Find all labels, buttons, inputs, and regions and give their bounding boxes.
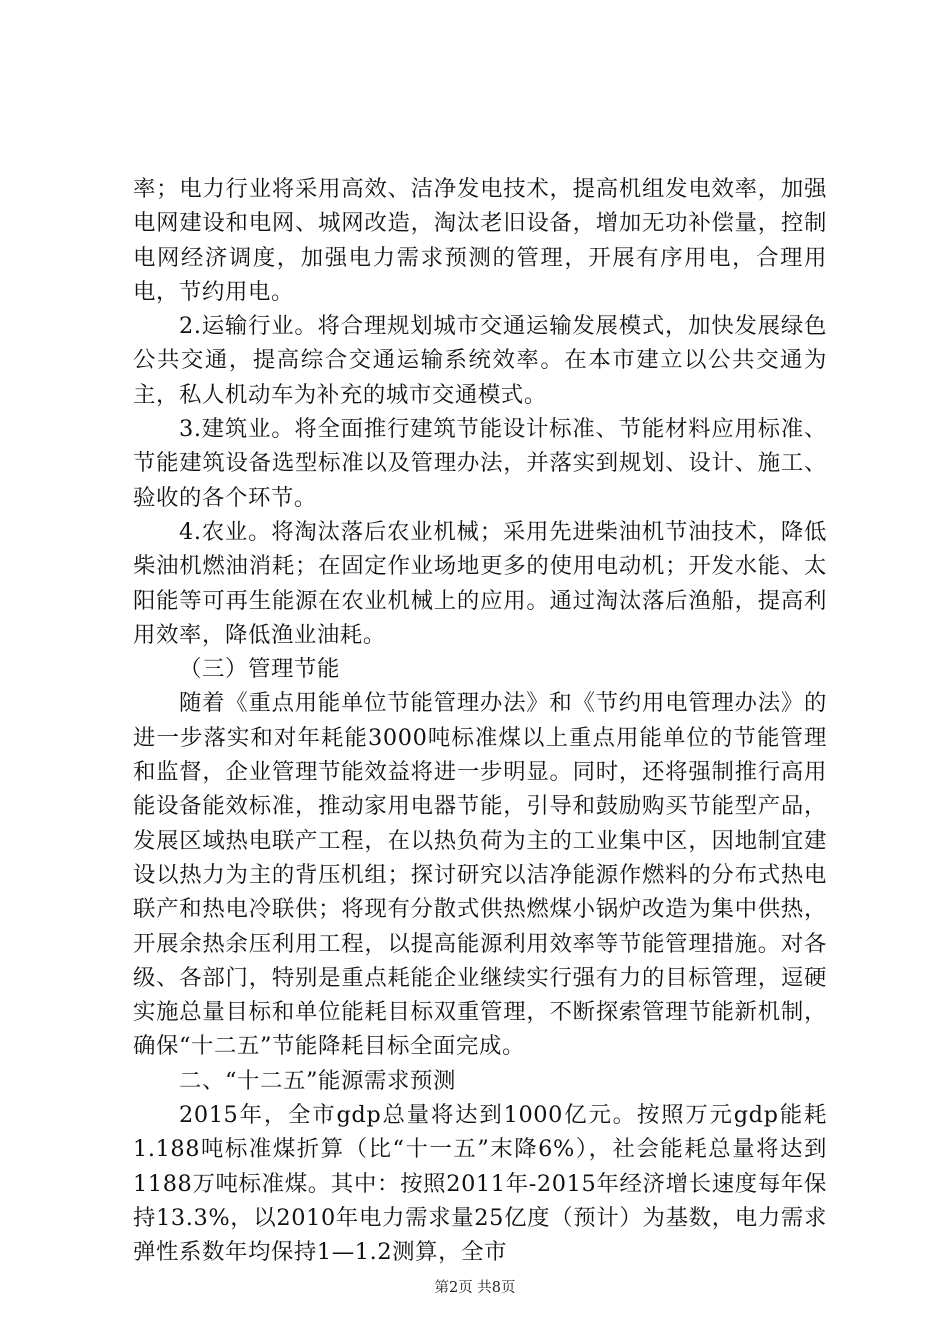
paragraph-agriculture: 4.农业。将淘汰落后农业机械；采用先进柴油机节油技术，降低柴油机燃油消耗；在固定作业场地更多的使用电动机；开发水能、太阳能等可再生能源在农业机械上的应用。通过淘汰落后渔船，提高利用效率，降低渔业油耗。 [133, 518, 827, 648]
document-body [133, 172, 827, 1270]
paragraph-transport: 2.运输行业。将合理规划城市交通运输发展模式，加快发展绿色公共交通，提高综合交通运输系统效率。在本市建立以公共交通为主，私人机动车为补充的城市交通模式。 [133, 313, 827, 408]
section-heading-management: （三）管理节能 [179, 656, 340, 683]
paragraph-construction: 3.建筑业。将全面推行建筑节能设计标准、节能材料应用标准、节能建筑设备选型标准以及管理办法，并落实到规划、设计、施工、验收的各个环节。 [133, 416, 827, 511]
page-footer: 第2页 共8页 [434, 1280, 516, 1296]
section-heading-demand-forecast: 二、“十二五”能源需求预测 [179, 1067, 456, 1094]
paragraph-demand-forecast: 2015年，全市gdp总量将达到1000亿元。按照万元gdp能耗1.188吨标准煤折算（比“十一五”末降6%），社会能耗总量将达到1188万吨标准煤。其中：按照2011年-2015年经济增长速度每年保持13.3%，以2010年电力需求量25亿度（预计）为基数，电力需求弹性系数年均保持1—1.2测算，全市 [133, 1102, 827, 1266]
paragraph-management: 随着《重点用能单位节能管理办法》和《节约用电管理办法》的进一步落实和对年耗能3000吨标准煤以上重点用能单位的节能管理和监督，企业管理节能效益将进一步明显。同时，还将强制推行高用能设备能效标准，推动家用电器节能，引导和鼓励购买节能型产品，发展区域热电联产工程，在以热负荷为主的工业集中区，因地制宜建设以热力为主的背压机组；探讨研究以洁净能源作燃料的分布式热电联产和热电冷联供；将现有分散式供热燃煤小锅炉改造为集中供热，开展余热余压利用工程，以提高能源利用效率等节能管理措施。对各级、各部门，特别是重点耗能企业继续实行强有力的目标管理，逗硬实施总量目标和单位能耗目标双重管理，不断探索管理节能新机制，确保“十二五”节能降耗目标全面完成。 [133, 690, 827, 1060]
paragraph-power-industry: 率；电力行业将采用高效、洁净发电技术，提高机组发电效率，加强电网建设和电网、城网改造，淘汰老旧设备，增加无功补偿量，控制电网经济调度，加强电力需求预测的管理，开展有序用电，合理用电，节约用电。 [133, 176, 827, 305]
